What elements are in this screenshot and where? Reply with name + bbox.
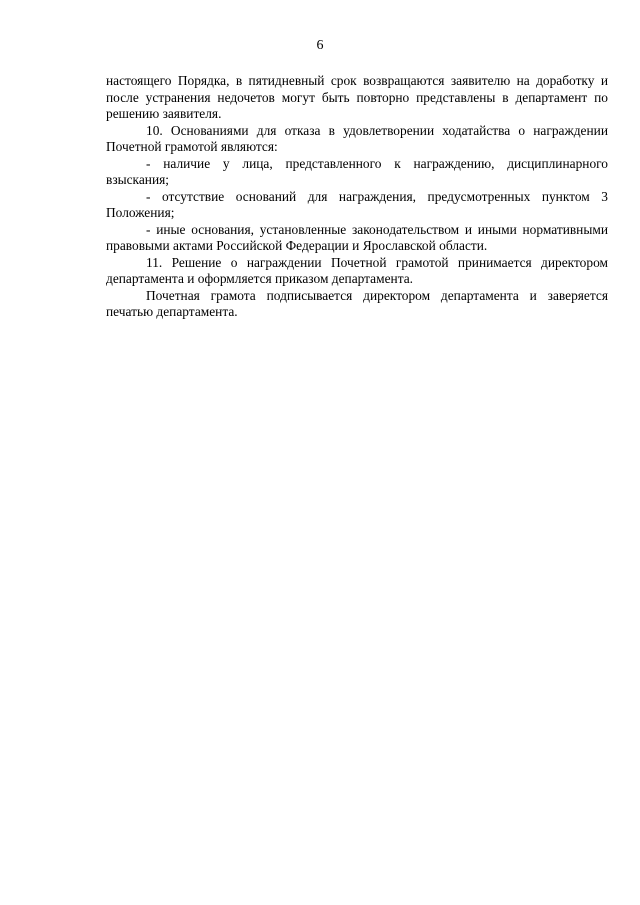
paragraph-bullet-no-grounds: - отсутствие оснований для награждения, предусмотренных пунктом 3 Положения;	[106, 188, 608, 220]
paragraph-signature: Почетная грамота подписывается директором департамента и заверяется печатью департамента.	[106, 287, 608, 319]
paragraph-continuation: настоящего Порядка, в пятидневный срок возвращаются заявителю на доработку и после устранения недочетов могут быть повторно представлены в департамент по решению заявителя.	[106, 73, 608, 121]
document-body	[106, 73, 608, 321]
paragraph-item-10: 10. Основаниями для отказа в удовлетворении ходатайства о награждении Почетной грамотой являются:	[106, 122, 608, 154]
paragraph-item-11: 11. Решение о награждении Почетной грамотой принимается директором департамента и оформляется приказом департамента.	[106, 254, 608, 286]
paragraph-bullet-disciplinary: - наличие у лица, представленного к награждению, дисциплинарного взыскания;	[106, 155, 608, 187]
page-number: 6	[316, 38, 324, 53]
paragraph-bullet-other-grounds: - иные основания, установленные законодательством и иными нормативными правовыми актами Российской Федерации и Ярославской области.	[106, 221, 608, 253]
